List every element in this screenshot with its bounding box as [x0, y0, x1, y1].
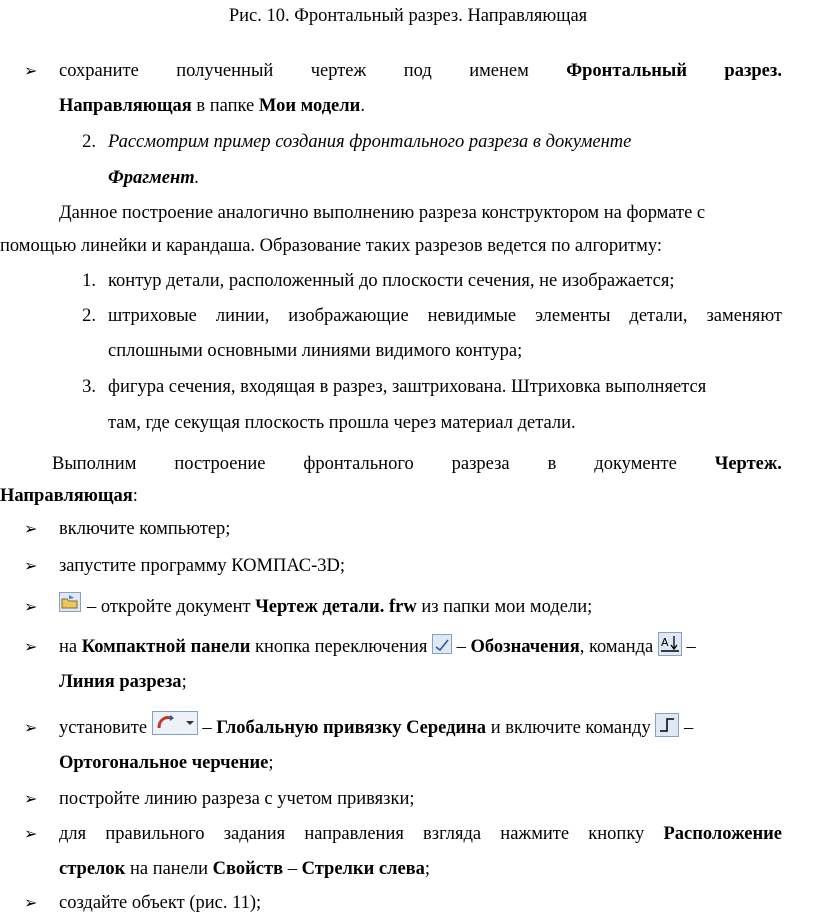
paragraph-line: помощью линейки и карандаша. Образование таких разрезов ведется по алгоритму:	[0, 236, 662, 256]
step-item-continued: стрелок на панели Свойств – Стрелки слева;	[59, 859, 431, 879]
list-item-continued: сплошными основными линиями видимого контура;	[108, 341, 523, 361]
bullet-arrow-icon: ➢	[24, 61, 38, 80]
step-item-continued: Ортогональное черчение;	[59, 753, 274, 773]
designations-toggle-icon[interactable]	[432, 634, 452, 654]
bullet-arrow-icon: ➢	[24, 597, 38, 616]
bullet-arrow-icon: ➢	[24, 556, 38, 575]
section-line-icon[interactable]	[658, 632, 682, 656]
list-item: контур детали, расположенный до плоскости сечения, не изображается;	[108, 271, 675, 291]
paragraph-line: Данное построение аналогично выполнению разреза конструктором на формате с	[59, 203, 706, 223]
step-item: запустите программу КОМПАС-3D;	[59, 556, 346, 576]
bullet-arrow-icon: ➢	[24, 789, 38, 808]
figure-caption: Рис. 10. Фронтальный разрез. Направляющая	[228, 6, 588, 26]
save-instruction-line1: сохраните полученный чертеж под именем Фронтальный разрез.	[59, 61, 782, 81]
list-item-continued: там, где секущая плоскость прошла через материал детали.	[108, 413, 576, 433]
orthogonal-drawing-icon[interactable]	[655, 713, 679, 737]
step-item: установите – Глобальную привязку Середина и включите команду –	[59, 715, 693, 741]
list-item: фигура сечения, входящая в разрез, заштрихована. Штриховка выполняется	[108, 377, 707, 397]
step-item: включите компьютер;	[59, 519, 231, 539]
save-instruction-line2: Направляющая в папке Мои модели.	[59, 96, 365, 116]
step-item: постройте линию разреза с учетом привязки;	[59, 789, 415, 809]
step-item-continued: Линия разреза;	[59, 672, 187, 692]
step-item: создайте объект (рис. 11);	[59, 893, 262, 913]
bullet-arrow-icon: ➢	[24, 637, 38, 656]
paragraph-line: Направляющая:	[0, 486, 138, 506]
list-item: штриховые линии, изображающие невидимые элементы детали, заменяют	[108, 306, 782, 326]
bullet-arrow-icon: ➢	[24, 718, 38, 737]
bullet-arrow-icon: ➢	[24, 824, 38, 843]
snap-dropdown-icon[interactable]	[152, 711, 198, 735]
list-number: 2.	[82, 306, 96, 326]
open-folder-icon[interactable]	[59, 592, 81, 612]
step-item: – откройте документ Чертеж детали. frw из папки мои модели;	[59, 594, 592, 620]
example-heading-line1: Рассмотрим пример создания фронтального разреза в документе	[108, 132, 632, 152]
bullet-arrow-icon: ➢	[24, 893, 38, 912]
list-number: 3.	[82, 377, 96, 397]
step-item: для правильного задания направления взгляда нажмите кнопку Расположение	[59, 824, 782, 844]
example-heading-line2: Фрагмент.	[108, 168, 200, 188]
list-number: 1.	[82, 271, 96, 291]
step-item: на Компактной панели кнопка переключения – Обозначения, команда A –	[59, 634, 696, 660]
bullet-arrow-icon: ➢	[24, 519, 38, 538]
item-number: 2.	[82, 132, 96, 152]
paragraph-line: Выполним построение фронтального разреза в документе Чертеж.	[52, 454, 782, 474]
svg-text:A: A	[660, 635, 669, 649]
